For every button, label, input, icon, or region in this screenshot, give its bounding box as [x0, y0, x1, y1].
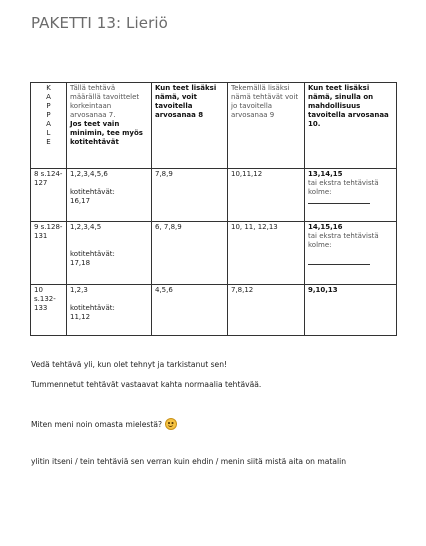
- base-tasks-cell: [67, 285, 152, 336]
- grade10-cell: [305, 222, 397, 285]
- self-assessment-options[interactable]: ylitin itseni / tein tehtäviä sen verran kuin ehdin / menin siitä mistä aita on matalin: [31, 457, 347, 466]
- kappale-letter: A: [46, 120, 51, 128]
- table-row: [31, 285, 397, 336]
- kappale-letter: P: [46, 111, 51, 119]
- table-header-row: [31, 83, 397, 169]
- kappale-letter: L: [46, 129, 51, 137]
- grade10-tasks[interactable]: 9,10,13: [308, 286, 338, 294]
- table-row: [31, 169, 397, 222]
- base-tasks[interactable]: 1,2,3,4,5,6: [70, 170, 108, 178]
- extra-tasks-blank[interactable]: [308, 264, 370, 265]
- kappale-letter: K: [46, 84, 51, 92]
- grade10-header: Kun teet lisäksi nämä, sinulla on mahdollisuus tavoitella arvosanaa 10.: [305, 83, 397, 169]
- grade9-tasks[interactable]: 7,8,12: [228, 285, 305, 336]
- base-tasks[interactable]: 1,2,3: [70, 286, 88, 294]
- kappale-cell: 9 s.128-131: [31, 222, 67, 285]
- grade8-header: Kun teet lisäksi nämä, voit tavoitella arvosanaa 8: [152, 83, 228, 169]
- smiley-icon: [165, 418, 177, 430]
- grade9-tasks[interactable]: 10,11,12: [228, 169, 305, 222]
- extra-tasks-label: tai ekstra tehtävistä kolme:: [308, 232, 379, 249]
- kappale-letter: A: [46, 93, 51, 101]
- homework-tasks[interactable]: 17,18: [70, 259, 91, 267]
- grade9-header: Tekemällä lisäksi nämä tehtävät voit jo tavoitella arvosanaa 9: [228, 83, 305, 169]
- homework-label: kotitehtävät:: [70, 250, 115, 258]
- base-tasks-cell: [67, 169, 152, 222]
- grade10-cell: [305, 169, 397, 222]
- kappale-cell: 10 s.132-133: [31, 285, 67, 336]
- table-row: [31, 222, 397, 285]
- grade10-tasks[interactable]: 13,14,15: [308, 170, 343, 178]
- kappale-cell: 8 s.124-127: [31, 169, 67, 222]
- drag-instruction: Vedä tehtävä yli, kun olet tehnyt ja tarkistanut sen!: [31, 360, 228, 369]
- extra-tasks-blank[interactable]: [308, 203, 370, 204]
- homework-label: kotitehtävät:: [70, 304, 115, 312]
- minimum-header-text: Tällä tehtävä määrällä tavoittelet korkeintaan arvosanaa 7.: [70, 84, 140, 119]
- page-title: PAKETTI 13: Lieriö: [31, 14, 168, 32]
- grade10-cell: [305, 285, 397, 336]
- homework-tasks[interactable]: 11,12: [70, 313, 91, 321]
- grade8-tasks[interactable]: 7,8,9: [152, 169, 228, 222]
- homework-label: kotitehtävät:: [70, 188, 115, 196]
- kappale-letter: E: [46, 138, 51, 146]
- minimum-header: [67, 83, 152, 169]
- kappale-letter: P: [46, 102, 51, 110]
- self-assessment-question: [31, 419, 177, 431]
- extra-tasks-label: tai ekstra tehtävistä kolme:: [308, 179, 379, 196]
- grade8-tasks[interactable]: 6, 7,8,9: [152, 222, 228, 285]
- grade8-tasks[interactable]: 4,5,6: [152, 285, 228, 336]
- grade9-tasks[interactable]: 10, 11, 12,13: [228, 222, 305, 285]
- homework-tasks[interactable]: 16,17: [70, 197, 91, 205]
- base-tasks[interactable]: 1,2,3,4,5: [70, 223, 102, 231]
- base-tasks-cell: [67, 222, 152, 285]
- task-table: [30, 82, 397, 336]
- question-text: Miten meni noin omasta mielestä?: [31, 420, 163, 429]
- bold-tasks-info: Tummennetut tehtävät vastaavat kahta normaalia tehtävää.: [31, 380, 262, 389]
- grade10-tasks[interactable]: 14,15,16: [308, 223, 343, 231]
- kappale-header: [31, 83, 67, 169]
- homework-instruction: Jos teet vain minimin, tee myös kotitehtävät: [70, 120, 143, 146]
